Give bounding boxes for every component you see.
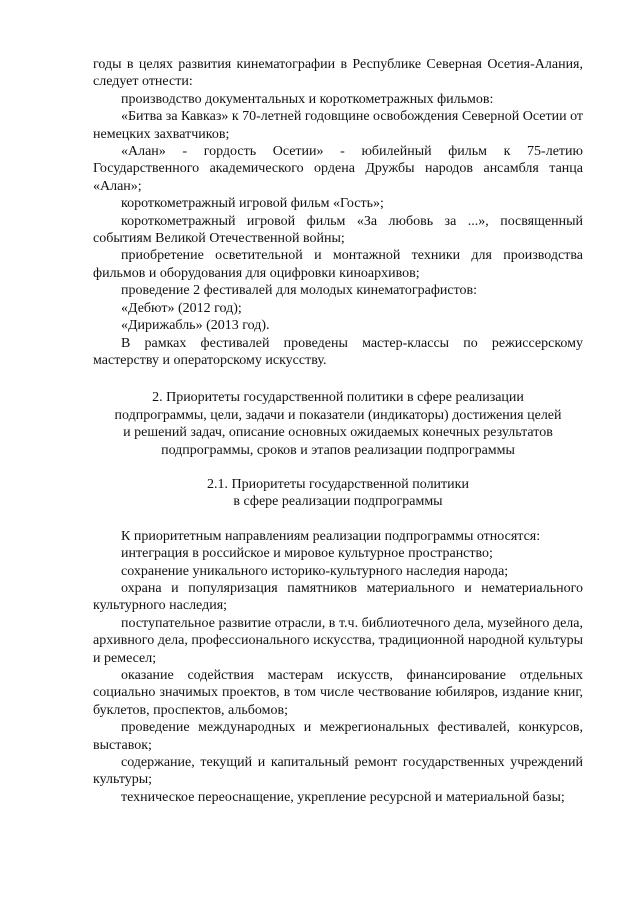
paragraph: К приоритетным направлениям реализации подпрограммы относятся:	[121, 528, 541, 544]
list-item: оказание содействия мастерам искусств, финансирование отдельных социально значимых проектов, в том числе чествование юбиляров, издание книг, буклетов, проспектов, альбомов;	[93, 668, 583, 718]
list-item: «Алан» - гордость Осетии» - юбилейный фильм к 75-летию Государственного академического ордена Дружбы народов ансамбля танца «Алан»;	[93, 144, 583, 194]
subsection-heading-line: в сфере реализации подпрограммы	[233, 494, 443, 510]
spacer	[93, 511, 583, 528]
subsection-heading	[93, 476, 583, 511]
paragraph: годы в целях развития кинематографии в Республике Северная Осетия-Алания, следует отнести:	[93, 57, 583, 90]
list-item: «Дирижабль» (2013 год).	[121, 318, 270, 334]
list-item: «Дебют» (2012 год);	[121, 300, 242, 316]
subsection-heading-line: 2.1. Приоритеты государственной политики	[207, 476, 469, 492]
paragraph: проведение 2 фестивалей для молодых кинематографистов:	[121, 283, 478, 299]
list-item: проведение международных и межрегиональных фестивалей, конкурсов, выставок;	[93, 720, 583, 753]
section-heading-line: подпрограммы, сроков и этапов реализации подпрограммы	[161, 442, 515, 458]
document-page	[93, 56, 583, 806]
list-item: охрана и популяризация памятников материального и нематериального культурного наследия;	[93, 580, 583, 614]
list-item: «Битва за Кавказ» к 70-летней годовщине освобождения Северной Осетии от немецких захватчиков;	[93, 109, 584, 142]
list-item: поступательное развитие отрасли, в т.ч. библиотечного дела, музейного дела, архивного дела, профессионального искусства, традиционной народной культуры и ремесел;	[93, 615, 583, 666]
section-heading-line: 2. Приоритеты государственной политики в сфере реализации	[152, 390, 524, 406]
list-item: интеграция в российское и мировое культурное пространство;	[121, 546, 493, 562]
spacer	[93, 369, 583, 389]
list-item: сохранение уникального историко-культурного наследия народа;	[121, 563, 509, 579]
section-heading-line: и решений задач, описание основных ожидаемых конечных результатов	[123, 425, 553, 441]
list-item: содержание, текущий и капитальный ремонт государственных учреждений культуры;	[93, 755, 583, 788]
list-item: техническое переоснащение, укрепление ресурсной и материальной базы;	[121, 789, 565, 805]
section-heading	[93, 389, 583, 459]
paragraph: В рамках фестивалей проведены мастер-классы по режиссерскому мастерству и операторскому искусству.	[93, 335, 583, 368]
list-item: короткометражный игровой фильм «Гость»;	[121, 196, 384, 212]
paragraph: приобретение осветительной и монтажной техники для производства фильмов и оборудования для оцифровки киноархивов;	[93, 248, 583, 281]
paragraph: производство документальных и короткометражных фильмов:	[121, 91, 494, 107]
list-item: короткометражный игровой фильм «За любовь за ...», посвященный событиям Великой Отечественной войны;	[93, 213, 583, 247]
section-heading-line: подпрограммы, цели, задачи и показатели (индикаторы) достижения целей	[114, 407, 562, 423]
spacer	[93, 459, 583, 476]
